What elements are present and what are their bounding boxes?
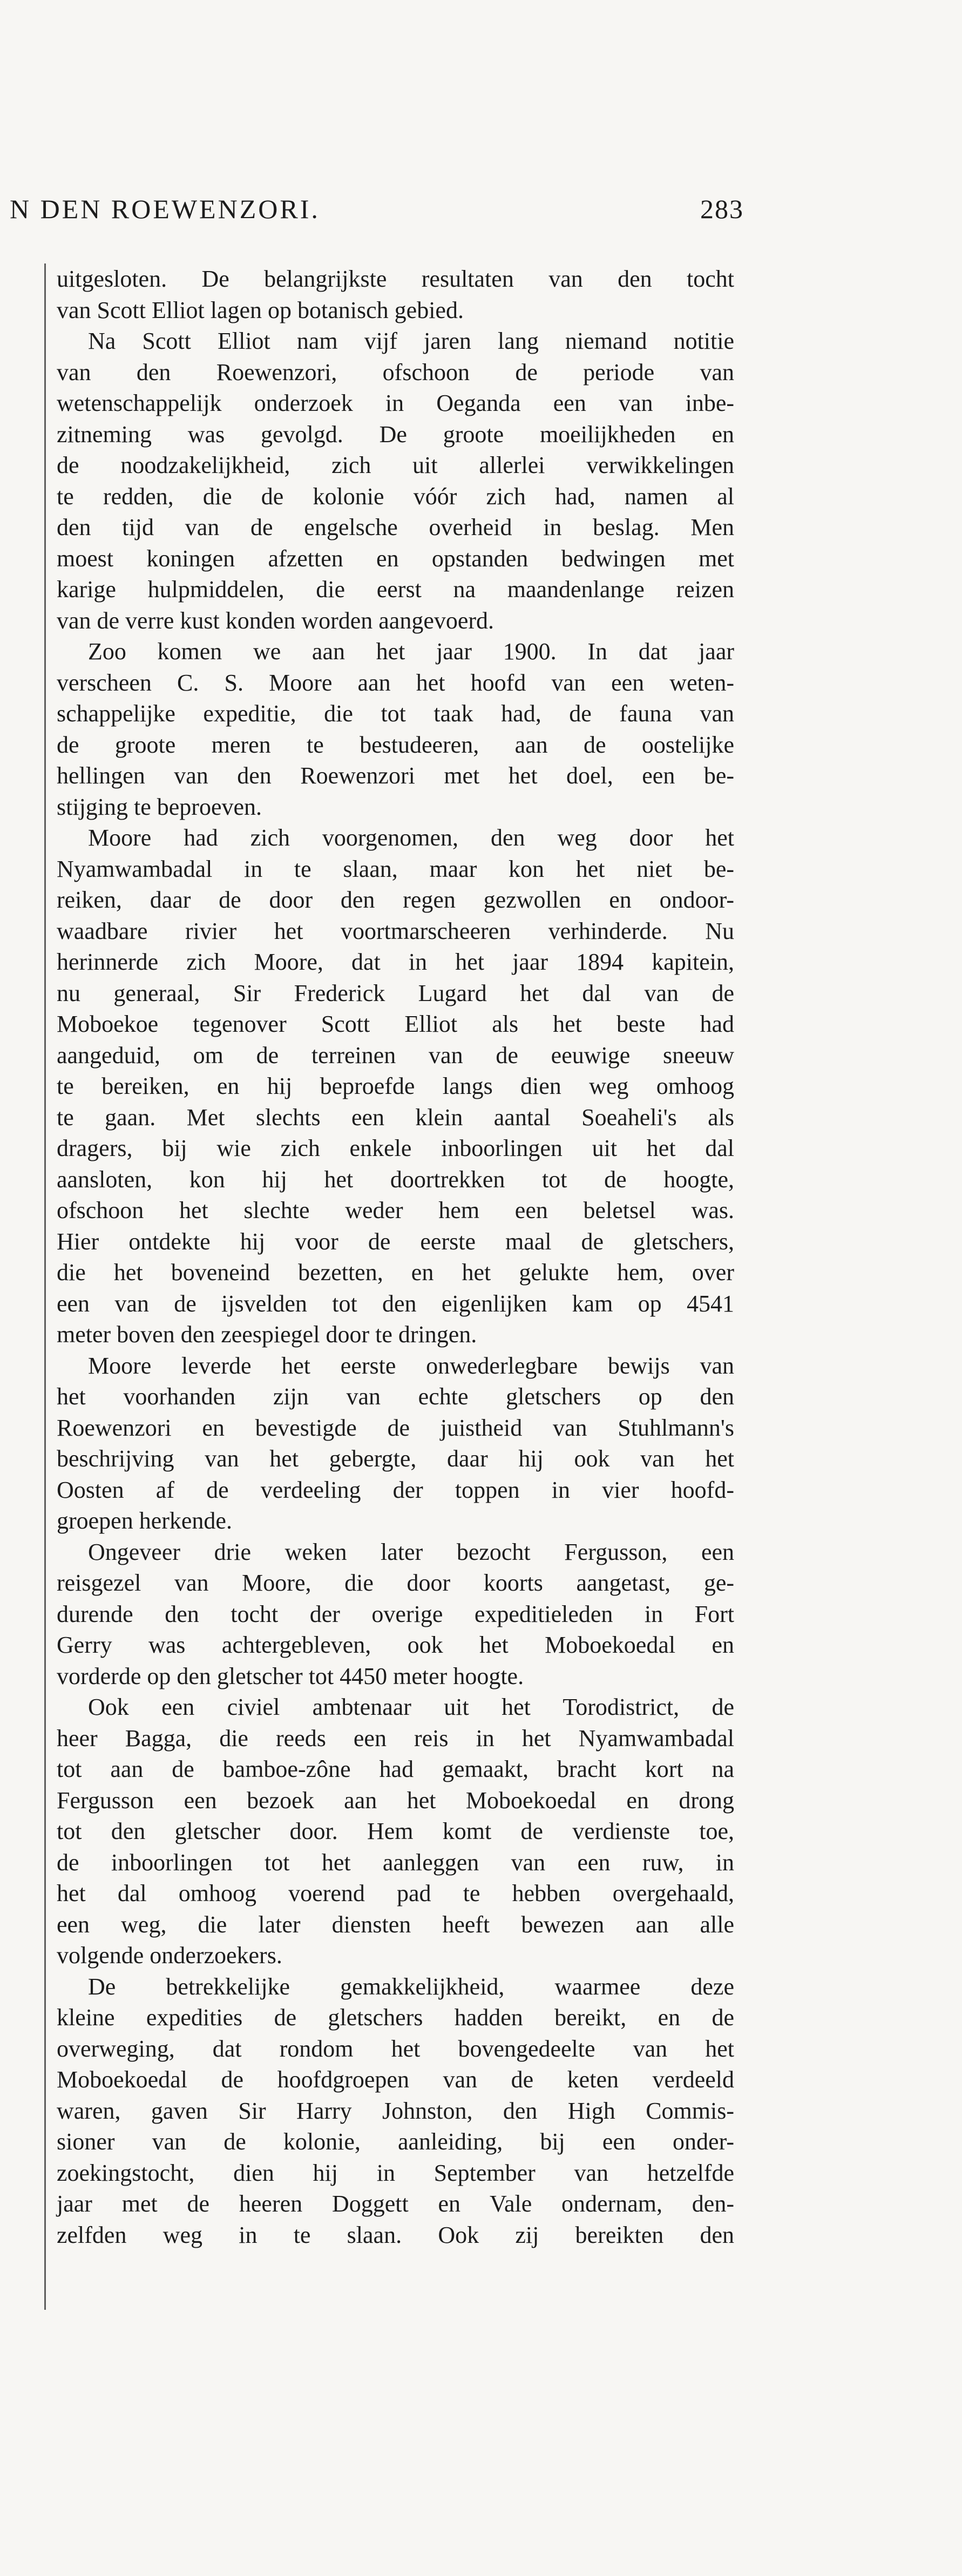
text-line: stijging te beproeven. (57, 793, 262, 820)
text-line: zelfden weg in te slaan. Ook zij bereikten den (57, 2221, 734, 2248)
text-line: het voorhanden zijn van echte gletschers op den (57, 1383, 734, 1410)
text-line: ofschoon het slechte weder hem een beletsel was. (57, 1197, 734, 1223)
text-line: een van de ijsvelden tot den eigenlijken kam op 4541 (57, 1290, 734, 1317)
text-line: Oosten af de verdeeling der toppen in vier hoofd- (57, 1476, 734, 1503)
text-line: Ongeveer drie weken later bezocht Fergusson, een (88, 1538, 734, 1565)
text-line: aansloten, kon hij het doortrekken tot de hoogte, (57, 1166, 734, 1193)
text-line: Moboekoe tegenover Scott Elliot als het beste had (57, 1011, 734, 1037)
text-line: Moore leverde het eerste onwederlegbare bewijs van (88, 1352, 734, 1379)
margin-rule (44, 263, 46, 2310)
text-line: Moboekoedal de hoofdgroepen van de keten verdeeld (57, 2066, 734, 2093)
page-number: 283 (700, 194, 744, 224)
text-line: durende den tocht der overige expeditieleden in Fort (57, 1600, 734, 1627)
text-line: reisgezel van Moore, die door koorts aangetast, ge- (57, 1570, 734, 1596)
text-line: De betrekkelijke gemakkelijkheid, waarmee deze (88, 1973, 734, 2000)
text-line: van Scott Elliot lagen op botanisch gebied. (57, 296, 464, 323)
body-text (57, 263, 734, 2250)
text-line: jaar met de heeren Doggett en Vale ondernam, den- (57, 2190, 734, 2217)
text-line: Hier ontdekte hij voor de eerste maal de gletschers, (57, 1228, 734, 1255)
text-line: Roewenzori en bevestigde de juistheid van Stuhlmann's (57, 1414, 734, 1441)
text-line: reiken, daar de door den regen gezwollen en ondoor- (57, 887, 734, 913)
text-line: die het boveneind bezetten, en het gelukte hem, over (57, 1259, 734, 1286)
text-line: van den Roewenzori, ofschoon de periode van (57, 359, 734, 386)
text-line: aangeduid, om de terreinen van de eeuwige sneeuw (57, 1042, 734, 1069)
text-line: zoekingstocht, dien hij in September van hetzelfde (57, 2159, 734, 2186)
text-line: de groote meren te bestudeeren, aan de oostelijke (57, 731, 734, 758)
running-head: N DEN ROEWENZORI. (10, 194, 320, 224)
text-line: overweging, dat rondom het bovengedeelte van het (57, 2035, 734, 2062)
text-line: Nyamwambadal in te slaan, maar kon het niet be- (57, 855, 734, 882)
text-line: moest koningen afzetten en opstanden bedwingen met (57, 545, 734, 572)
text-line: Moore had zich voorgenomen, den weg door het (88, 824, 734, 851)
text-line: te redden, die de kolonie vóór zich had, namen al (57, 483, 734, 510)
text-line: Na Scott Elliot nam vijf jaren lang niemand notitie (88, 328, 734, 354)
text-line: het dal omhoog voerend pad te hebben overgehaald, (57, 1880, 734, 1906)
text-line: te bereiken, en hij beproefde langs dien weg omhoog (57, 1073, 734, 1099)
text-line: van de verre kust konden worden aangevoerd. (57, 607, 494, 634)
text-line: vorderde op den gletscher tot 4450 meter hoogte. (57, 1662, 524, 1689)
text-line: Zoo komen we aan het jaar 1900. In dat jaar (88, 638, 734, 665)
text-line: kleine expedities de gletschers hadden bereikt, en de (57, 2004, 734, 2031)
text-line: hellingen van den Roewenzori met het doel, een be- (57, 762, 734, 789)
text-line: karige hulpmiddelen, die eerst na maandenlange reizen (57, 576, 734, 603)
text-line: Ook een civiel ambtenaar uit het Torodistrict, de (88, 1694, 734, 1720)
text-line: de inboorlingen tot het aanleggen van een ruw, in (57, 1849, 734, 1876)
text-line: verscheen C. S. Moore aan het hoofd van een weten- (57, 669, 734, 696)
text-line: waadbare rivier het voortmarscheeren verhinderde. Nu (57, 917, 734, 944)
text-line: waren, gaven Sir Harry Johnston, den High Commis- (57, 2097, 734, 2124)
text-line: sioner van de kolonie, aanleiding, bij een onder- (57, 2128, 734, 2155)
text-line: Fergusson een bezoek aan het Moboekoedal en drong (57, 1787, 734, 1814)
text-line: volgende onderzoekers. (57, 1942, 282, 1969)
page-header (10, 193, 744, 231)
text-line: beschrijving van het gebergte, daar hij ook van het (57, 1445, 734, 1472)
text-line: een weg, die later diensten heeft bewezen aan alle (57, 1911, 734, 1938)
text-line: de noodzakelijkheid, zich uit allerlei verwikkelingen (57, 452, 734, 478)
text-line: te gaan. Met slechts een klein aantal Soeaheli's als (57, 1104, 734, 1131)
text-line: schappelijke expeditie, die tot taak had, de fauna van (57, 700, 734, 727)
text-line: den tijd van de engelsche overheid in beslag. Men (57, 514, 734, 540)
text-line: groepen herkende. (57, 1507, 232, 1534)
text-line: meter boven den zeespiegel door te dringen. (57, 1321, 477, 1348)
text-line: herinnerde zich Moore, dat in het jaar 1894 kapitein, (57, 949, 734, 975)
text-line: heer Bagga, die reeds een reis in het Nyamwambadal (57, 1725, 734, 1752)
text-line: uitgesloten. De belangrijkste resultaten van den tocht (57, 266, 734, 292)
text-line: zitneming was gevolgd. De groote moeilijkheden en (57, 421, 734, 448)
text-line: wetenschappelijk onderzoek in Oeganda een van inbe- (57, 390, 734, 416)
text-line: nu generaal, Sir Frederick Lugard het dal van de (57, 979, 734, 1006)
text-line: Gerry was achtergebleven, ook het Moboekoedal en (57, 1632, 734, 1658)
text-line: tot den gletscher door. Hem komt de verdienste toe, (57, 1818, 734, 1844)
text-line: tot aan de bamboe-zône had gemaakt, bracht kort na (57, 1756, 734, 1782)
text-line: dragers, bij wie zich enkele inboorlingen uit het dal (57, 1135, 734, 1161)
